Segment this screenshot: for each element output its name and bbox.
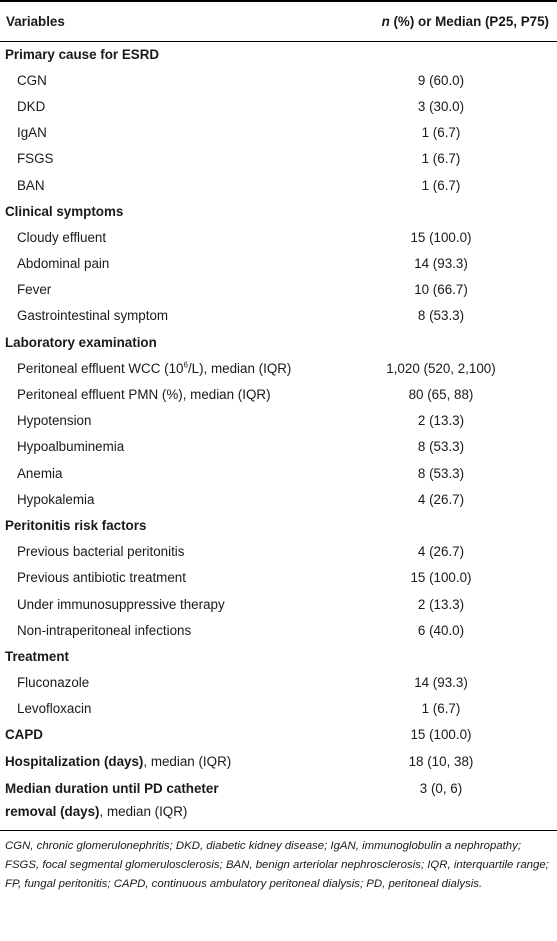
section-row [0, 198, 557, 224]
table-row [0, 460, 557, 486]
row-label-sup: 6 [183, 360, 188, 370]
section-row [0, 329, 557, 355]
row-value: 8 (53.3) [417, 439, 465, 455]
row-value: 1 (6.7) [421, 177, 461, 193]
row-label: Fever [17, 282, 52, 298]
catheter-label-line2-bold: removal (days) [5, 804, 100, 820]
table-row [0, 277, 557, 303]
row-label: Under immunosuppressive therapy [17, 596, 225, 612]
row-label: Previous antibiotic treatment [17, 570, 186, 586]
row-value: 1 (6.7) [421, 151, 461, 167]
catheter-label-line1: Median duration until PD catheter [5, 781, 219, 797]
table-row [0, 591, 557, 617]
catheter-row [0, 774, 557, 830]
row-value: 1 (6.7) [421, 701, 461, 717]
hospitalization-row [0, 748, 557, 774]
table-row [0, 146, 557, 172]
capd-value: 15 (100.0) [410, 727, 472, 743]
hospitalization-label-rest: , median (IQR) [143, 753, 232, 769]
hospitalization-value: 18 (10, 38) [408, 753, 474, 769]
table-row [0, 434, 557, 460]
row-value: 1,020 (520, 2,100) [386, 360, 496, 376]
header-value-rest: (%) or Median (P25, P75) [389, 13, 549, 29]
section-title: Laboratory examination [5, 334, 157, 350]
row-value: 3 (30.0) [417, 98, 465, 114]
table-row [0, 696, 557, 722]
row-value: 14 (93.3) [414, 256, 468, 272]
header-variables: Variables [6, 13, 65, 29]
row-value: 80 (65, 88) [408, 387, 474, 403]
table-row [0, 303, 557, 329]
section-title: Treatment [5, 648, 69, 664]
row-label: Peritoneal effluent PMN (%), median (IQR) [17, 387, 271, 403]
header-values [325, 1, 557, 41]
table-footnote: CGN, chronic glomerulonephritis; DKD, diabetic kidney disease; IgAN, immunoglobulin a nephropathy; FSGS, focal segmental glomerulosclerosis; BAN, benign arteriolar nephrosclerosis; IQR, interquartile range; FP, fungal peritonitis; CAPD, continuous ambulatory peritoneal dialysis; PD, peritoneal dialysis. [5, 839, 549, 890]
row-value: 4 (26.7) [417, 544, 465, 560]
hospitalization-label-bold: Hospitalization (days) [5, 753, 144, 769]
row-value: 8 (53.3) [417, 308, 465, 324]
row-label-pre: Peritoneal effluent WCC (10 [17, 360, 184, 376]
table-row [0, 486, 557, 512]
table-header-row [0, 1, 557, 41]
section-title: Clinical symptoms [5, 203, 124, 219]
table-row [0, 172, 557, 198]
hospitalization-label [0, 748, 325, 774]
row-value: 15 (100.0) [410, 229, 472, 245]
row-label: CGN [17, 72, 47, 88]
row-label: Levofloxacin [17, 701, 92, 717]
row-label: Abdominal pain [17, 256, 110, 272]
row-label: DKD [17, 98, 46, 114]
table-row [0, 565, 557, 591]
row-label: FSGS [17, 151, 54, 167]
section-row [0, 41, 557, 67]
row-label: Gastrointestinal symptom [17, 308, 169, 324]
row-label: IgAN [17, 125, 47, 141]
row-label: Non-intraperitoneal infections [17, 622, 192, 638]
row-label [0, 355, 325, 381]
table-row [0, 251, 557, 277]
row-label: Cloudy effluent [17, 229, 107, 245]
table-row [0, 67, 557, 93]
row-value: 10 (66.7) [414, 282, 468, 298]
row-value: 9 (60.0) [417, 72, 465, 88]
table-row [0, 539, 557, 565]
header-n: n [381, 13, 390, 29]
section-title: Primary cause for ESRD [5, 46, 160, 62]
row-label: BAN [17, 177, 45, 193]
row-label: Hypokalemia [17, 491, 95, 507]
row-value: 8 (53.3) [417, 465, 465, 481]
row-label: Hypoalbuminemia [17, 439, 125, 455]
table-row [0, 224, 557, 250]
table-row [0, 93, 557, 119]
table-row [0, 617, 557, 643]
table-row [0, 408, 557, 434]
row-value: 6 (40.0) [417, 622, 465, 638]
capd-row [0, 722, 557, 748]
section-row [0, 643, 557, 669]
table-row [0, 120, 557, 146]
section-row [0, 512, 557, 538]
capd-label: CAPD [5, 727, 43, 743]
row-label: Previous bacterial peritonitis [17, 544, 185, 560]
table-row [0, 670, 557, 696]
row-label: Hypotension [17, 413, 92, 429]
catheter-label [0, 774, 325, 830]
row-value: 1 (6.7) [421, 125, 461, 141]
row-value: 15 (100.0) [410, 570, 472, 586]
row-value: 4 (26.7) [417, 491, 465, 507]
table-row [0, 355, 557, 381]
section-title: Peritonitis risk factors [5, 517, 147, 533]
row-value: 2 (13.3) [417, 413, 465, 429]
row-label: Fluconazole [17, 675, 90, 691]
row-value: 14 (93.3) [414, 675, 468, 691]
row-label: Anemia [17, 465, 63, 481]
catheter-value: 3 (0, 6) [419, 781, 463, 797]
catheter-label-line2-rest: , median (IQR) [99, 804, 188, 820]
row-value: 2 (13.3) [417, 596, 465, 612]
row-label-post: /L), median (IQR) [187, 360, 292, 376]
table-row [0, 381, 557, 407]
